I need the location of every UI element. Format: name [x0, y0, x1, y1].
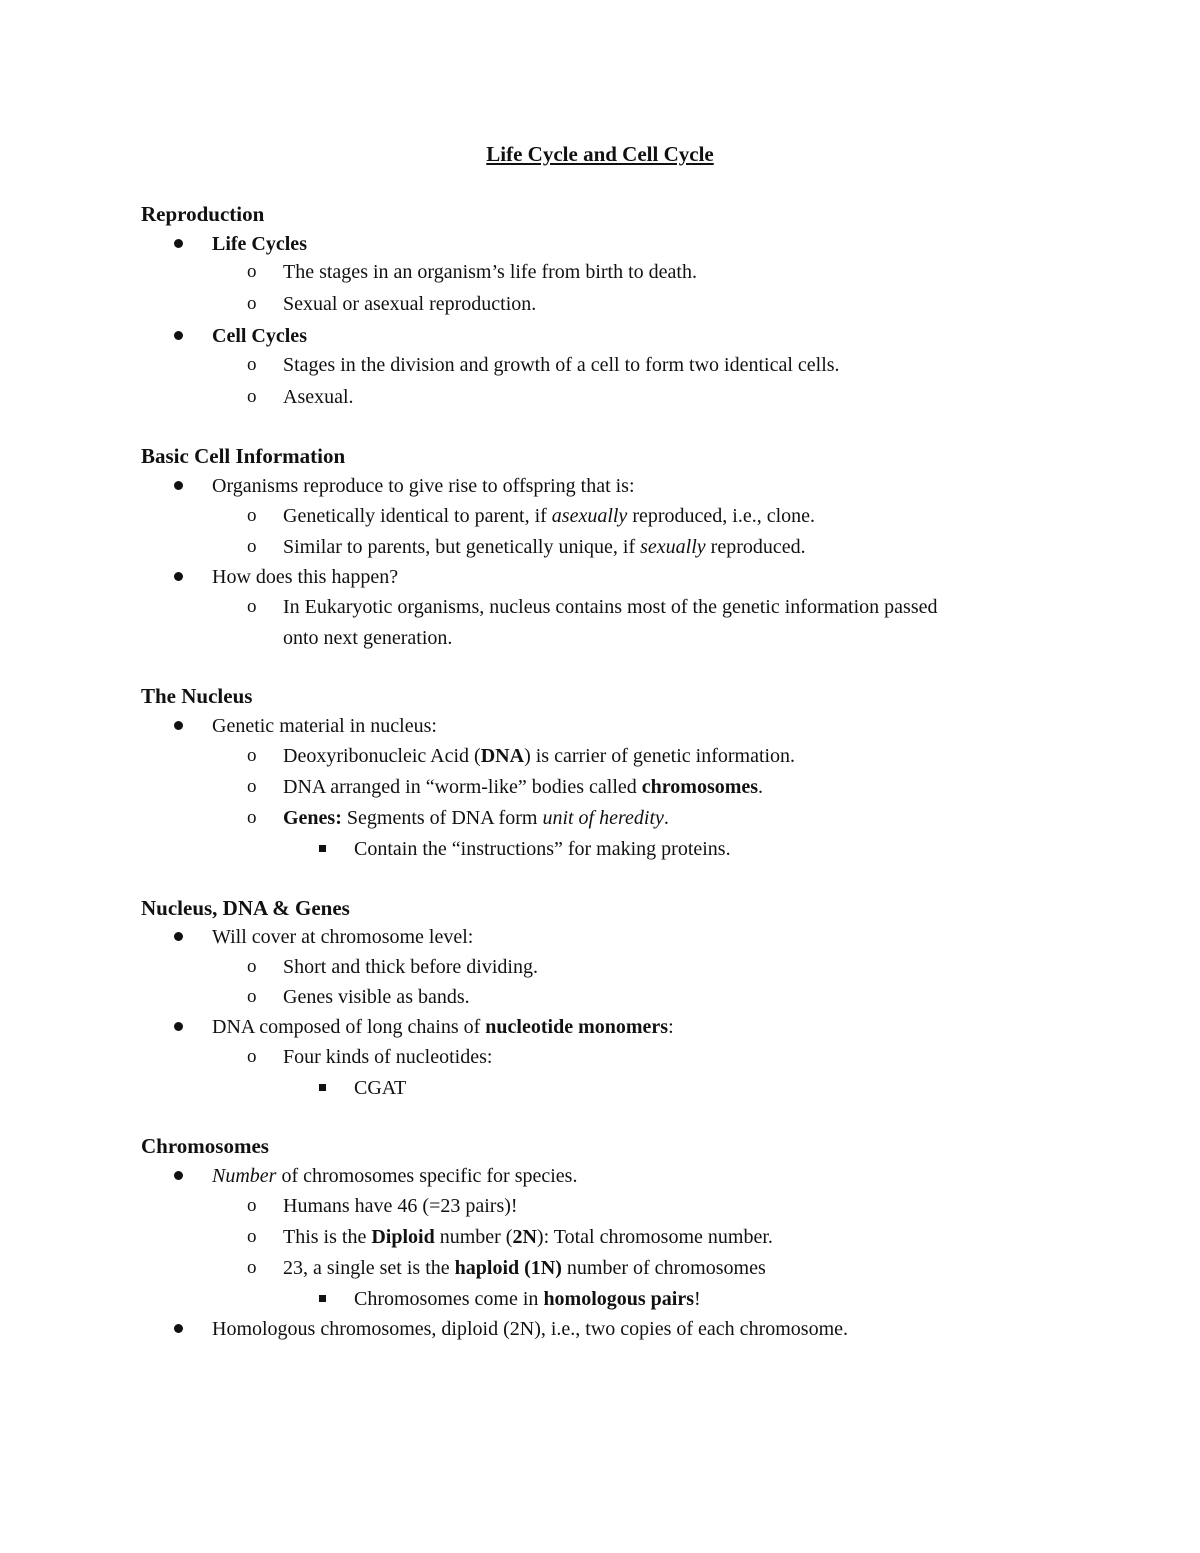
circle-bullet-icon: o [247, 1226, 257, 1247]
list-item: o Four kinds of nucleotides: [247, 1046, 493, 1068]
bullet-icon [174, 331, 183, 340]
list-item: Number of chromosomes specific for species. [212, 1164, 577, 1188]
bullet-icon [174, 1171, 183, 1180]
bullet-icon [174, 721, 183, 730]
section-heading-chromosomes: Chromosomes [141, 1134, 269, 1158]
list-item: o Short and thick before dividing. [247, 956, 538, 978]
bullet-icon [174, 572, 183, 581]
section-heading-reproduction: Reproduction [141, 202, 265, 226]
circle-bullet-icon: o [247, 596, 257, 617]
list-item: o The stages in an organism’s life from birth to death. [247, 261, 697, 283]
square-bullet-icon [319, 1084, 326, 1091]
circle-bullet-icon: o [247, 293, 257, 314]
list-item: How does this happen? [212, 565, 398, 589]
document-title: Life Cycle and Cell Cycle [486, 142, 714, 166]
list-item: o Asexual. [247, 386, 354, 408]
circle-bullet-icon: o [247, 745, 257, 766]
circle-bullet-icon: o [247, 505, 257, 526]
section-heading-nucleus-dna-genes: Nucleus, DNA & Genes [141, 896, 350, 920]
bullet-icon [174, 932, 183, 941]
circle-bullet-icon: o [247, 386, 257, 407]
list-item: Cell Cycles [212, 324, 307, 348]
list-item: o Sexual or asexual reproduction. [247, 293, 537, 315]
list-item: CGAT [354, 1076, 406, 1100]
circle-bullet-icon: o [247, 1046, 257, 1067]
circle-bullet-icon: o [247, 261, 257, 282]
list-item: o Humans have 46 (=23 pairs)! [247, 1195, 518, 1217]
list-item: DNA composed of long chains of nucleotide monomers: [212, 1015, 674, 1039]
list-item: o Genes: Segments of DNA form unit of heredity. [247, 807, 669, 829]
list-item: o Similar to parents, but genetically unique, if sexually reproduced. [247, 536, 806, 558]
list-item: o 23, a single set is the haploid (1N) number of chromosomes [247, 1257, 766, 1279]
list-item: o Genetically identical to parent, if asexually reproduced, i.e., clone. [247, 505, 816, 527]
list-item: Genetic material in nucleus: [212, 714, 437, 738]
bullet-icon [174, 481, 183, 490]
list-item: o Genes visible as bands. [247, 986, 470, 1008]
circle-bullet-icon: o [247, 536, 257, 557]
circle-bullet-icon: o [247, 354, 257, 375]
section-heading-basic-cell-information: Basic Cell Information [141, 444, 346, 468]
list-item: Organisms reproduce to give rise to offspring that is: [212, 474, 635, 498]
list-item: Contain the “instructions” for making proteins. [354, 837, 731, 861]
circle-bullet-icon: o [247, 1195, 257, 1216]
list-item: o Deoxyribonucleic Acid (DNA) is carrier of genetic information. [247, 745, 796, 767]
circle-bullet-icon: o [247, 776, 257, 797]
circle-bullet-icon: o [247, 956, 257, 977]
list-item: Homologous chromosomes, diploid (2N), i.e., two copies of each chromosome. [212, 1317, 848, 1341]
bullet-icon [174, 1022, 183, 1031]
square-bullet-icon [319, 845, 326, 852]
circle-bullet-icon: o [247, 807, 257, 828]
list-item-continuation: onto next generation. [283, 627, 453, 649]
bullet-icon [174, 239, 183, 248]
circle-bullet-icon: o [247, 986, 257, 1007]
list-item: o In Eukaryotic organisms, nucleus contains most of the genetic information passed [247, 596, 938, 618]
list-item: o This is the Diploid number (2N): Total chromosome number. [247, 1226, 773, 1248]
bullet-icon [174, 1324, 183, 1333]
list-item: o DNA arranged in “worm-like” bodies called chromosomes. [247, 776, 764, 798]
circle-bullet-icon: o [247, 1257, 257, 1278]
list-item: o Stages in the division and growth of a cell to form two identical cells. [247, 354, 840, 376]
square-bullet-icon [319, 1295, 326, 1302]
list-item: Life Cycles [212, 232, 307, 256]
list-item: Chromosomes come in homologous pairs! [354, 1287, 701, 1311]
section-heading-the-nucleus: The Nucleus [141, 684, 253, 708]
list-item: Will cover at chromosome level: [212, 925, 473, 949]
